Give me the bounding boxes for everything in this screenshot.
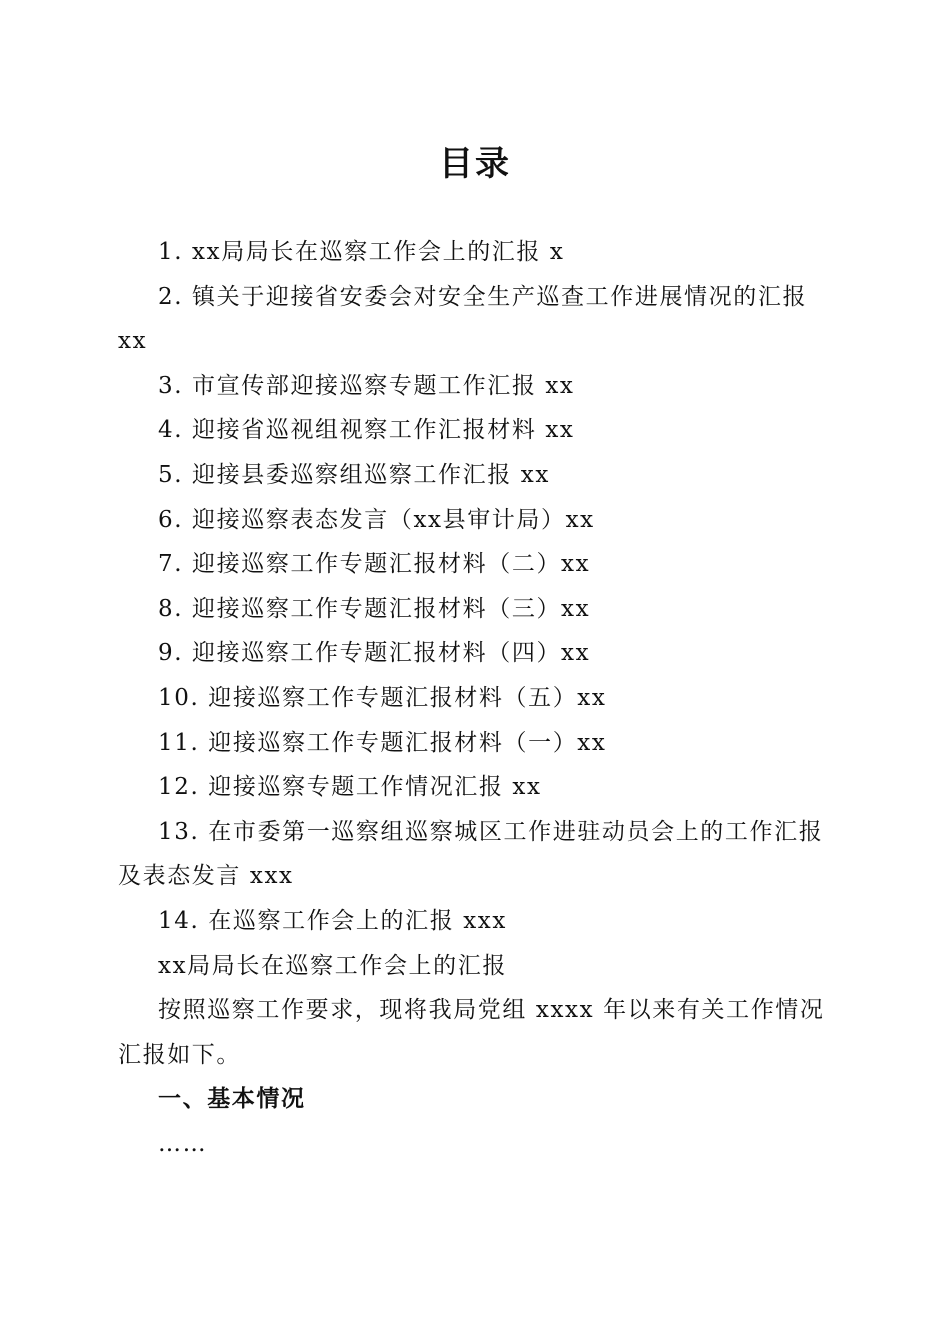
toc-item-8: 8. 迎接巡察工作专题汇报材料（三）xx bbox=[158, 595, 591, 622]
page-title: 目录 bbox=[439, 144, 511, 184]
toc-item-1: 1. xx局局长在巡察工作会上的汇报 x bbox=[158, 239, 565, 265]
toc-item-12: 12. 迎接巡察专题工作情况汇报 xx bbox=[158, 774, 542, 801]
toc-item-5: 5. 迎接县委巡察组巡察工作汇报 xx bbox=[158, 461, 550, 488]
toc-item-9: 9. 迎接巡察工作专题汇报材料（四）xx bbox=[158, 640, 591, 667]
toc-item-10: 10. 迎接巡察工作专题汇报材料（五）xx bbox=[158, 684, 607, 711]
toc-item-3: 3. 市宣传部迎接巡察专题工作汇报 xx bbox=[158, 372, 575, 399]
toc-item-6: 6. 迎接巡察表态发言（xx县审计局）xx bbox=[158, 506, 595, 533]
toc-item-7: 7. 迎接巡察工作专题汇报材料（二）xx bbox=[158, 551, 591, 578]
toc-item-13: 13. 在市委第一巡察组巡察城区工作进驻动员会上的工作汇报及表态发言 xxx bbox=[118, 818, 824, 890]
ellipsis-text: …… bbox=[158, 1130, 208, 1157]
toc-item-11: 11. 迎接巡察工作专题汇报材料（一）xx bbox=[158, 729, 607, 756]
section-heading: 一、基本情况 bbox=[158, 1086, 306, 1113]
toc-item-4: 4. 迎接省巡视组视察工作汇报材料 xx bbox=[158, 417, 575, 444]
toc-item-2: 2. 镇关于迎接省安委会对安全生产巡查工作进展情况的汇报 xx bbox=[118, 283, 808, 355]
document-body bbox=[118, 230, 826, 1166]
intro-paragraph: 按照巡察工作要求，现将我局党组 xxxx 年以来有关工作情况汇报如下。 bbox=[118, 997, 825, 1068]
article-title: xx局局长在巡察工作会上的汇报 bbox=[158, 952, 507, 979]
toc-item-14: 14. 在巡察工作会上的汇报 xxx bbox=[158, 907, 507, 934]
